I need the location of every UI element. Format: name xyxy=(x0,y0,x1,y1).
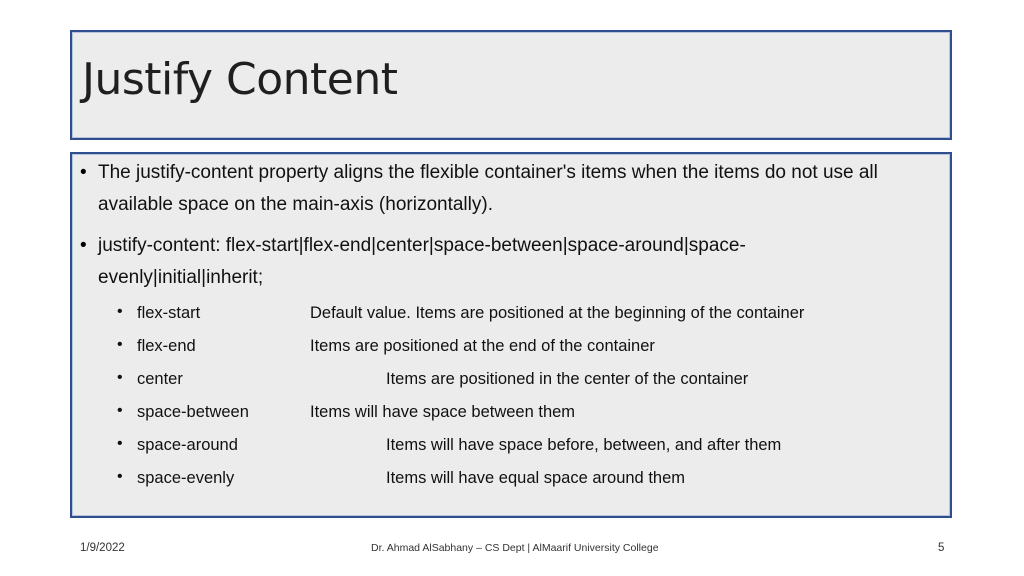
value-description: Items are positioned at the end of the container xyxy=(310,337,655,355)
list-item xyxy=(117,430,917,463)
bullet-icon: • xyxy=(117,402,123,419)
list-item xyxy=(117,331,917,364)
bullet-icon: • xyxy=(117,435,123,452)
value-description: Default value. Items are positioned at the beginning of the container xyxy=(310,304,805,322)
value-name: space-evenly xyxy=(137,469,235,487)
value-description: Items will have space between them xyxy=(310,403,576,421)
value-description: Items are positioned in the center of the container xyxy=(386,370,749,388)
slide-title: Justify Content xyxy=(82,54,398,105)
footer-date: 1/9/2022 xyxy=(80,542,125,554)
content-placeholder xyxy=(70,152,952,518)
value-name: space-between xyxy=(137,403,249,421)
list-item xyxy=(117,298,917,331)
bullet-icon: • xyxy=(117,369,123,386)
bullet-icon: • xyxy=(80,235,87,256)
title-placeholder xyxy=(70,30,952,140)
bullet-icon: • xyxy=(80,162,87,183)
value-name: flex-start xyxy=(137,304,201,322)
bullet-text-2: justify-content: flex-start|flex-end|center|space-between|space-around|space-evenly|initial|inherit; xyxy=(98,235,746,288)
list-item xyxy=(117,397,917,430)
list-item xyxy=(117,364,917,397)
value-description: Items will have equal space around them xyxy=(386,469,685,487)
bullet-icon: • xyxy=(117,468,123,485)
list-item xyxy=(117,463,917,496)
footer-author: Dr. Ahmad AlSabhany – CS Dept | AlMaarif University College xyxy=(371,542,659,554)
value-name: center xyxy=(137,370,183,388)
bullet-text-1: The justify-content property aligns the flexible container's items when the items do not use all available space on the main-axis (horizontally). xyxy=(98,162,878,215)
page-number: 5 xyxy=(938,542,945,554)
bullet-icon: • xyxy=(117,303,123,320)
value-name: flex-end xyxy=(137,337,196,355)
value-description: Items will have space before, between, and after them xyxy=(386,436,782,454)
value-name: space-around xyxy=(137,436,238,454)
bullet-icon: • xyxy=(117,336,123,353)
